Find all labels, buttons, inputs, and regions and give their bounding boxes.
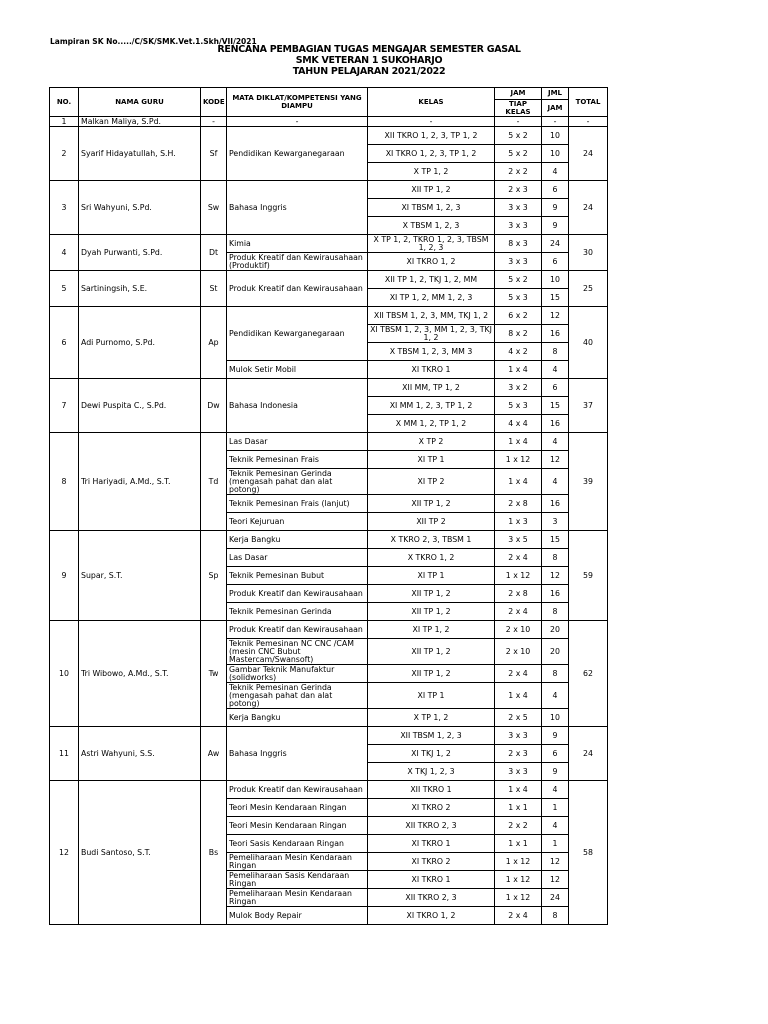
hours-per-class-cell: 2 x 4 <box>495 603 542 621</box>
teacher-code: Td <box>201 433 227 531</box>
total-hours-cell: 10 <box>542 709 569 727</box>
header-jml: JML <box>542 88 569 100</box>
title-line-3: TAHUN PELAJARAN 2021/2022 <box>292 66 446 77</box>
teacher-total: 58 <box>569 781 608 925</box>
table-row <box>50 307 608 325</box>
subject-cell: Produk Kreatif dan Kewirausahaan <box>227 621 368 639</box>
hours-per-class-cell: 2 x 2 <box>495 817 542 835</box>
teacher-total: 24 <box>569 127 608 181</box>
total-hours-cell: 24 <box>542 889 569 907</box>
teacher-total: 59 <box>569 531 608 621</box>
table-row <box>50 271 608 289</box>
class-cell: XI TBSM 1, 2, 3, MM 1, 2, 3, TKJ 1, 2 <box>368 325 495 343</box>
teacher-name: Astri Wahyuni, S.S. <box>79 727 201 781</box>
total-hours-cell: 15 <box>542 289 569 307</box>
subject-cell: Teori Sasis Kendaraan Ringan <box>227 835 368 853</box>
teacher-total: 40 <box>569 307 608 379</box>
teacher-code: Sf <box>201 127 227 181</box>
class-cell: XI TKRO 1, 2 <box>368 907 495 925</box>
lampiran-reference: Lampiran SK No...../C/SK/SMK.Vet.1.Skh/VII/2021 <box>50 37 257 46</box>
subject-cell: Teknik Pemesinan Frais (lanjut) <box>227 495 368 513</box>
total-hours-cell: 9 <box>542 199 569 217</box>
hours-per-class-cell: 6 x 2 <box>495 307 542 325</box>
class-cell: XI TKRO 2 <box>368 853 495 871</box>
total-hours-cell: - <box>542 117 569 127</box>
hours-per-class-cell: 2 x 5 <box>495 709 542 727</box>
table-row <box>50 621 608 639</box>
total-hours-cell: 4 <box>542 683 569 709</box>
total-hours-cell: 10 <box>542 145 569 163</box>
teacher-name: Malkan Maliya, S.Pd. <box>79 117 201 127</box>
hours-per-class-cell: 8 x 2 <box>495 325 542 343</box>
class-cell: XI TP 1 <box>368 451 495 469</box>
hours-per-class-cell: 1 x 3 <box>495 513 542 531</box>
table-row <box>50 181 608 199</box>
total-hours-cell: 9 <box>542 763 569 781</box>
total-hours-cell: 6 <box>542 745 569 763</box>
total-hours-cell: 4 <box>542 781 569 799</box>
hours-per-class-cell: 4 x 4 <box>495 415 542 433</box>
class-cell: XI TP 1, 2 <box>368 621 495 639</box>
teacher-no: 3 <box>50 181 79 235</box>
header-kode: KODE <box>201 88 227 117</box>
teacher-no: 12 <box>50 781 79 925</box>
subject-cell: Pemeliharaan Mesin Kendaraan Ringan <box>227 889 368 907</box>
class-cell: XII TBSM 1, 2, 3, MM, TKJ 1, 2 <box>368 307 495 325</box>
hours-per-class-cell: 3 x 5 <box>495 531 542 549</box>
table-row <box>50 531 608 549</box>
hours-per-class-cell: 2 x 4 <box>495 665 542 683</box>
class-cell: XI TP 1 <box>368 567 495 585</box>
class-cell: XII TP 1, 2, TKJ 1, 2, MM <box>368 271 495 289</box>
class-cell: XII TP 1, 2 <box>368 585 495 603</box>
teacher-total: 37 <box>569 379 608 433</box>
class-cell: XI TKRO 1, 2, 3, TP 1, 2 <box>368 145 495 163</box>
class-cell: XI TP 2 <box>368 469 495 495</box>
subject-cell: Mulok Setir Mobil <box>227 361 368 379</box>
header-jam: JAM <box>495 88 542 100</box>
hours-per-class-cell: 2 x 8 <box>495 495 542 513</box>
teacher-no: 9 <box>50 531 79 621</box>
teacher-code: Sp <box>201 531 227 621</box>
class-cell: XII TP 1, 2 <box>368 181 495 199</box>
teacher-code: Aw <box>201 727 227 781</box>
hours-per-class-cell: 5 x 2 <box>495 145 542 163</box>
teacher-no: 2 <box>50 127 79 181</box>
total-hours-cell: 4 <box>542 433 569 451</box>
subject-cell: Kimia <box>227 235 368 253</box>
class-cell: XII TKRO 1, 2, 3, TP 1, 2 <box>368 127 495 145</box>
teacher-total: - <box>569 117 608 127</box>
hours-per-class-cell: 1 x 1 <box>495 835 542 853</box>
subject-cell: Produk Kreatif dan Kewirausahaan (Produktif) <box>227 253 368 271</box>
teacher-no: 11 <box>50 727 79 781</box>
hours-per-class-cell: 4 x 2 <box>495 343 542 361</box>
teacher-total: 24 <box>569 727 608 781</box>
total-hours-cell: 6 <box>542 253 569 271</box>
teacher-code: Dt <box>201 235 227 271</box>
teacher-name: Supar, S.T. <box>79 531 201 621</box>
teacher-no: 4 <box>50 235 79 271</box>
subject-cell: Teknik Pemesinan Frais <box>227 451 368 469</box>
subject-cell: Bahasa Inggris <box>227 181 368 235</box>
teacher-name: Syarif Hidayatullah, S.H. <box>79 127 201 181</box>
hours-per-class-cell: 3 x 3 <box>495 217 542 235</box>
total-hours-cell: 8 <box>542 549 569 567</box>
subject-cell: - <box>227 117 368 127</box>
class-cell: XI TKRO 1, 2 <box>368 253 495 271</box>
hours-per-class-cell: 2 x 2 <box>495 163 542 181</box>
subject-cell: Teknik Pemesinan Gerinda <box>227 603 368 621</box>
class-cell: XII TP 2 <box>368 513 495 531</box>
hours-per-class-cell: 1 x 12 <box>495 853 542 871</box>
hours-per-class-cell: 3 x 3 <box>495 763 542 781</box>
table-body <box>50 117 608 925</box>
subject-cell: Mulok Body Repair <box>227 907 368 925</box>
total-hours-cell: 12 <box>542 567 569 585</box>
total-hours-cell: 15 <box>542 397 569 415</box>
table-row <box>50 127 608 145</box>
subject-cell: Teknik Pemesinan Gerinda (mengasah pahat dan alat potong) <box>227 683 368 709</box>
hours-per-class-cell: 2 x 8 <box>495 585 542 603</box>
total-hours-cell: 4 <box>542 469 569 495</box>
subject-cell: Produk Kreatif dan Kewirausahaan <box>227 271 368 307</box>
teacher-total: 25 <box>569 271 608 307</box>
class-cell: XI TP 1, 2, MM 1, 2, 3 <box>368 289 495 307</box>
teacher-name: Dewi Puspita C., S.Pd. <box>79 379 201 433</box>
teacher-name: Dyah Purwanti, S.Pd. <box>79 235 201 271</box>
hours-per-class-cell: 3 x 2 <box>495 379 542 397</box>
hours-per-class-cell: 5 x 2 <box>495 271 542 289</box>
subject-cell: Kerja Bangku <box>227 531 368 549</box>
total-hours-cell: 20 <box>542 621 569 639</box>
title-line-2: SMK VETERAN 1 SUKOHARJO <box>295 55 443 66</box>
hours-per-class-cell: 1 x 4 <box>495 469 542 495</box>
total-hours-cell: 8 <box>542 603 569 621</box>
hours-per-class-cell: 1 x 4 <box>495 683 542 709</box>
subject-cell: Teori Mesin Kendaraan Ringan <box>227 799 368 817</box>
hours-per-class-cell: 1 x 4 <box>495 433 542 451</box>
total-hours-cell: 16 <box>542 585 569 603</box>
class-cell: X TP 1, 2, TKRO 1, 2, 3, TBSM 1, 2, 3 <box>368 235 495 253</box>
subject-cell: Kerja Bangku <box>227 709 368 727</box>
total-hours-cell: 4 <box>542 361 569 379</box>
subject-cell: Pemeliharaan Sasis Kendaraan Ringan <box>227 871 368 889</box>
header-total: TOTAL <box>569 88 608 117</box>
teacher-code: Tw <box>201 621 227 727</box>
class-cell: XI TKRO 1 <box>368 835 495 853</box>
hours-per-class-cell: 1 x 12 <box>495 871 542 889</box>
subject-cell: Teknik Pemesinan NC CNC /CAM (mesin CNC Bubut Mastercam/Swansoft) <box>227 639 368 665</box>
subject-cell: Teknik Pemesinan Bubut <box>227 567 368 585</box>
total-hours-cell: 9 <box>542 217 569 235</box>
hours-per-class-cell: 1 x 12 <box>495 567 542 585</box>
teacher-total: 30 <box>569 235 608 271</box>
hours-per-class-cell: 3 x 3 <box>495 253 542 271</box>
subject-cell: Produk Kreatif dan Kewirausahaan <box>227 781 368 799</box>
hours-per-class-cell: 1 x 12 <box>495 889 542 907</box>
total-hours-cell: 9 <box>542 727 569 745</box>
teacher-no: 5 <box>50 271 79 307</box>
teacher-name: Budi Santoso, S.T. <box>79 781 201 925</box>
total-hours-cell: 1 <box>542 835 569 853</box>
hours-per-class-cell: - <box>495 117 542 127</box>
subject-cell: Pendidikan Kewarganegaraan <box>227 127 368 181</box>
class-cell: XI TKRO 2 <box>368 799 495 817</box>
table-row <box>50 781 608 799</box>
teacher-code: Sw <box>201 181 227 235</box>
total-hours-cell: 12 <box>542 853 569 871</box>
teacher-no: 7 <box>50 379 79 433</box>
class-cell: X TKJ 1, 2, 3 <box>368 763 495 781</box>
total-hours-cell: 6 <box>542 379 569 397</box>
subject-cell: Las Dasar <box>227 433 368 451</box>
teacher-name: Sartiningsih, S.E. <box>79 271 201 307</box>
class-cell: XII MM, TP 1, 2 <box>368 379 495 397</box>
total-hours-cell: 15 <box>542 531 569 549</box>
teacher-code: - <box>201 117 227 127</box>
class-cell: X TP 1, 2 <box>368 163 495 181</box>
total-hours-cell: 20 <box>542 639 569 665</box>
class-cell: XI TBSM 1, 2, 3 <box>368 199 495 217</box>
total-hours-cell: 6 <box>542 181 569 199</box>
header-jml-jam: JAM <box>542 100 569 117</box>
subject-cell: Teknik Pemesinan Gerinda (mengasah pahat dan alat potong) <box>227 469 368 495</box>
subject-cell: Pendidikan Kewarganegaraan <box>227 307 368 361</box>
total-hours-cell: 24 <box>542 235 569 253</box>
hours-per-class-cell: 5 x 2 <box>495 127 542 145</box>
subject-cell: Gambar Teknik Manufaktur (solidworks) <box>227 665 368 683</box>
hours-per-class-cell: 2 x 3 <box>495 181 542 199</box>
subject-cell: Produk Kreatif dan Kewirausahaan <box>227 585 368 603</box>
subject-cell: Teori Kejuruan <box>227 513 368 531</box>
total-hours-cell: 16 <box>542 325 569 343</box>
total-hours-cell: 16 <box>542 495 569 513</box>
teacher-code: St <box>201 271 227 307</box>
total-hours-cell: 8 <box>542 343 569 361</box>
table-row <box>50 379 608 397</box>
class-cell: XII TKRO 1 <box>368 781 495 799</box>
total-hours-cell: 10 <box>542 271 569 289</box>
hours-per-class-cell: 2 x 10 <box>495 639 542 665</box>
total-hours-cell: 8 <box>542 665 569 683</box>
table-row <box>50 433 608 451</box>
total-hours-cell: 10 <box>542 127 569 145</box>
class-cell: XII TP 1, 2 <box>368 665 495 683</box>
teacher-name: Tri Hariyadi, A.Md., S.T. <box>79 433 201 531</box>
subject-cell: Las Dasar <box>227 549 368 567</box>
total-hours-cell: 4 <box>542 817 569 835</box>
teacher-total: 39 <box>569 433 608 531</box>
hours-per-class-cell: 1 x 12 <box>495 451 542 469</box>
teaching-assignment-table <box>49 87 608 925</box>
teacher-no: 6 <box>50 307 79 379</box>
subject-cell: Pemeliharaan Mesin Kendaraan Ringan <box>227 853 368 871</box>
teacher-no: 10 <box>50 621 79 727</box>
hours-per-class-cell: 5 x 3 <box>495 289 542 307</box>
teacher-total: 24 <box>569 181 608 235</box>
subject-cell: Bahasa Inggris <box>227 727 368 781</box>
teacher-no: 1 <box>50 117 79 127</box>
header-tiap-kelas: TIAP KELAS <box>495 100 542 117</box>
class-cell: XII TP 1, 2 <box>368 495 495 513</box>
header-no: NO. <box>50 88 79 117</box>
class-cell: XI TKRO 1 <box>368 361 495 379</box>
total-hours-cell: 12 <box>542 871 569 889</box>
class-cell: XII TKRO 2, 3 <box>368 889 495 907</box>
total-hours-cell: 3 <box>542 513 569 531</box>
hours-per-class-cell: 2 x 3 <box>495 745 542 763</box>
class-cell: X TKRO 1, 2 <box>368 549 495 567</box>
class-cell: X TP 1, 2 <box>368 709 495 727</box>
table-row <box>50 235 608 253</box>
total-hours-cell: 8 <box>542 907 569 925</box>
total-hours-cell: 4 <box>542 163 569 181</box>
class-cell: - <box>368 117 495 127</box>
class-cell: XI TKJ 1, 2 <box>368 745 495 763</box>
teacher-no: 8 <box>50 433 79 531</box>
hours-per-class-cell: 3 x 3 <box>495 199 542 217</box>
hours-per-class-cell: 8 x 3 <box>495 235 542 253</box>
header-kelas: KELAS <box>368 88 495 117</box>
hours-per-class-cell: 2 x 10 <box>495 621 542 639</box>
hours-per-class-cell: 5 x 3 <box>495 397 542 415</box>
teacher-code: Ap <box>201 307 227 379</box>
teacher-name: Adi Purnomo, S.Pd. <box>79 307 201 379</box>
class-cell: X TP 2 <box>368 433 495 451</box>
header-nama-guru: NAMA GURU <box>79 88 201 117</box>
hours-per-class-cell: 2 x 4 <box>495 549 542 567</box>
total-hours-cell: 1 <box>542 799 569 817</box>
hours-per-class-cell: 1 x 4 <box>495 361 542 379</box>
class-cell: XII TP 1, 2 <box>368 603 495 621</box>
hours-per-class-cell: 3 x 3 <box>495 727 542 745</box>
class-cell: X MM 1, 2, TP 1, 2 <box>368 415 495 433</box>
class-cell: XI TP 1 <box>368 683 495 709</box>
header-mata-diklat: MATA DIKLAT/KOMPETENSI YANG DIAMPU <box>227 88 368 117</box>
class-cell: X TBSM 1, 2, 3 <box>368 217 495 235</box>
teacher-name: Sri Wahyuni, S.Pd. <box>79 181 201 235</box>
total-hours-cell: 12 <box>542 451 569 469</box>
class-cell: XI TKRO 1 <box>368 871 495 889</box>
hours-per-class-cell: 1 x 4 <box>495 781 542 799</box>
class-cell: X TKRO 2, 3, TBSM 1 <box>368 531 495 549</box>
teacher-total: 62 <box>569 621 608 727</box>
class-cell: XII TKRO 2, 3 <box>368 817 495 835</box>
hours-per-class-cell: 1 x 1 <box>495 799 542 817</box>
class-cell: XII TBSM 1, 2, 3 <box>368 727 495 745</box>
table-row <box>50 727 608 745</box>
teacher-name: Tri Wibowo, A.Md., S.T. <box>79 621 201 727</box>
subject-cell: Bahasa Indonesia <box>227 379 368 433</box>
document-titles <box>0 44 768 77</box>
hours-per-class-cell: 2 x 4 <box>495 907 542 925</box>
subject-cell: Teori Mesin Kendaraan Ringan <box>227 817 368 835</box>
teacher-code: Bs <box>201 781 227 925</box>
table-row <box>50 117 608 127</box>
class-cell: XI MM 1, 2, 3, TP 1, 2 <box>368 397 495 415</box>
class-cell: X TBSM 1, 2, 3, MM 3 <box>368 343 495 361</box>
class-cell: XII TP 1, 2 <box>368 639 495 665</box>
teacher-code: Dw <box>201 379 227 433</box>
total-hours-cell: 16 <box>542 415 569 433</box>
total-hours-cell: 12 <box>542 307 569 325</box>
title-line-1: RENCANA PEMBAGIAN TUGAS MENGAJAR SEMESTER GASAL <box>217 44 521 55</box>
